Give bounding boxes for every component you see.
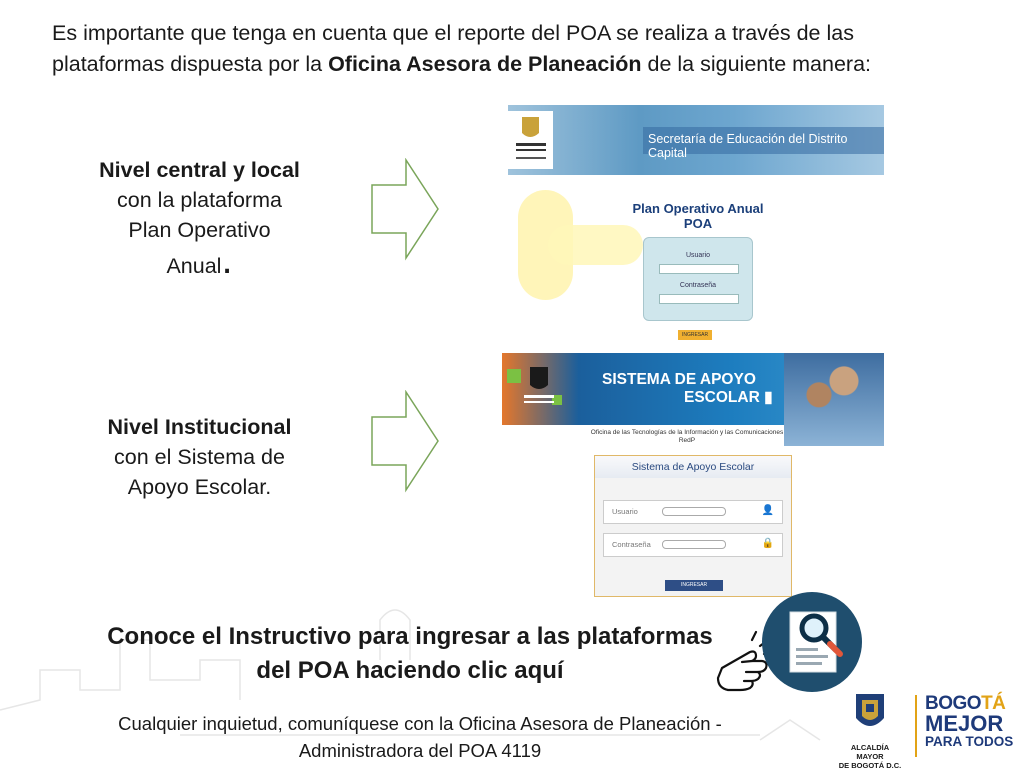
poa-title-line1: Plan Operativo Anual — [632, 201, 764, 216]
instructivo-link[interactable] — [80, 620, 740, 688]
green-square-deco — [507, 369, 521, 383]
cta-line2[interactable]: del POA haciendo clic aquí — [256, 657, 564, 684]
sae-password-label: Contraseña — [612, 540, 651, 549]
poa-login-button[interactable]: INGRESAR — [678, 330, 712, 340]
poa-user-input[interactable] — [659, 264, 739, 274]
sae-banner-title1: SISTEMA DE APOYO — [602, 371, 756, 388]
sae-subtitle: Oficina de las Tecnologías de la Información y las Comunicaciones RedP — [590, 429, 784, 444]
bogota-pre: BOGO — [925, 693, 982, 714]
sae-login-button[interactable]: INGRESAR — [665, 580, 723, 591]
sae-user-label: Usuario — [612, 507, 638, 516]
poa-user-label: Usuario — [685, 252, 711, 259]
poa-password-input[interactable] — [659, 294, 739, 304]
user-icon: 👤 — [761, 505, 774, 516]
sae-banner-title2 — [684, 388, 773, 407]
level-institutional-heading: Nivel Institucional — [107, 415, 292, 439]
bogota-mejor-logo — [925, 694, 1013, 749]
right-arrow-icon — [370, 390, 442, 494]
sae-banner-title2-text: ESCOLAR — [684, 389, 760, 406]
students-photo — [784, 353, 884, 446]
poa-platform-screenshot[interactable] — [508, 105, 884, 345]
level-institutional-line2: Apoyo Escolar. — [127, 475, 272, 499]
level-central-text — [92, 155, 307, 281]
level-institutional-text — [92, 412, 307, 502]
poa-yellow-deco — [548, 225, 643, 265]
sae-panel-title: Sistema de Apoyo Escolar — [595, 456, 791, 478]
poa-title — [608, 201, 788, 231]
sae-user-input[interactable] — [603, 500, 783, 524]
level-central-dot: . — [221, 238, 233, 282]
alcaldia-crest-icon — [520, 365, 558, 409]
intro-text-before: Es importante que tenga en cuenta que el reporte del POA se realiza a través de las plataformas dispuesta por la — [52, 21, 854, 76]
level-central-line3: Anual — [166, 254, 222, 278]
level-central-line1: con la plataforma — [117, 188, 282, 212]
intro-paragraph — [52, 18, 952, 80]
bogota-accent: TÁ — [981, 693, 1006, 714]
sae-login-panel — [594, 455, 792, 597]
poa-login-box — [643, 237, 753, 321]
document-search-icon[interactable] — [760, 590, 864, 694]
intro-text-bold: Oficina Asesora de Planeación — [328, 52, 642, 76]
sae-password-field[interactable] — [662, 540, 726, 549]
logo-divider — [915, 695, 917, 757]
alcaldia-crest-icon — [508, 111, 553, 169]
alcaldia-line1: ALCALDÍA MAYOR — [850, 743, 890, 761]
poa-banner-title: Secretaría de Educación del Distrito Capital — [648, 132, 848, 160]
cta-line1[interactable]: Conoce el Instructivo para ingresar a las plataformas — [107, 623, 713, 650]
poa-password-label: Contraseña — [679, 282, 717, 289]
bogota-para-todos: PARA TODOS — [925, 734, 1014, 749]
level-institutional-line1: con el Sistema de — [114, 445, 285, 469]
alcaldia-line2: DE BOGOTÁ D.C. — [838, 761, 902, 770]
signal-bars-icon: ▮ — [764, 389, 773, 406]
intro-text-after: de la siguiente manera: — [641, 52, 872, 76]
poa-title-line2: POA — [683, 216, 713, 231]
right-arrow-icon — [370, 158, 442, 262]
level-central-line2: Plan Operativo — [128, 218, 271, 242]
alcaldia-crest-icon — [848, 692, 892, 738]
footer-line2: Administradora del POA 4119 — [298, 740, 542, 761]
bogota-mejor: MEJOR — [925, 711, 1004, 736]
sae-user-field[interactable] — [662, 507, 726, 516]
contact-footer — [70, 710, 770, 764]
sae-password-input[interactable] — [603, 533, 783, 557]
level-central-heading: Nivel central y local — [99, 158, 300, 182]
lock-icon: 🔒 — [761, 538, 774, 549]
footer-line1: Cualquier inquietud, comuníquese con la Oficina Asesora de Planeación - — [118, 713, 722, 734]
alcaldia-logo — [838, 692, 902, 770]
sae-platform-screenshot[interactable] — [502, 353, 884, 598]
